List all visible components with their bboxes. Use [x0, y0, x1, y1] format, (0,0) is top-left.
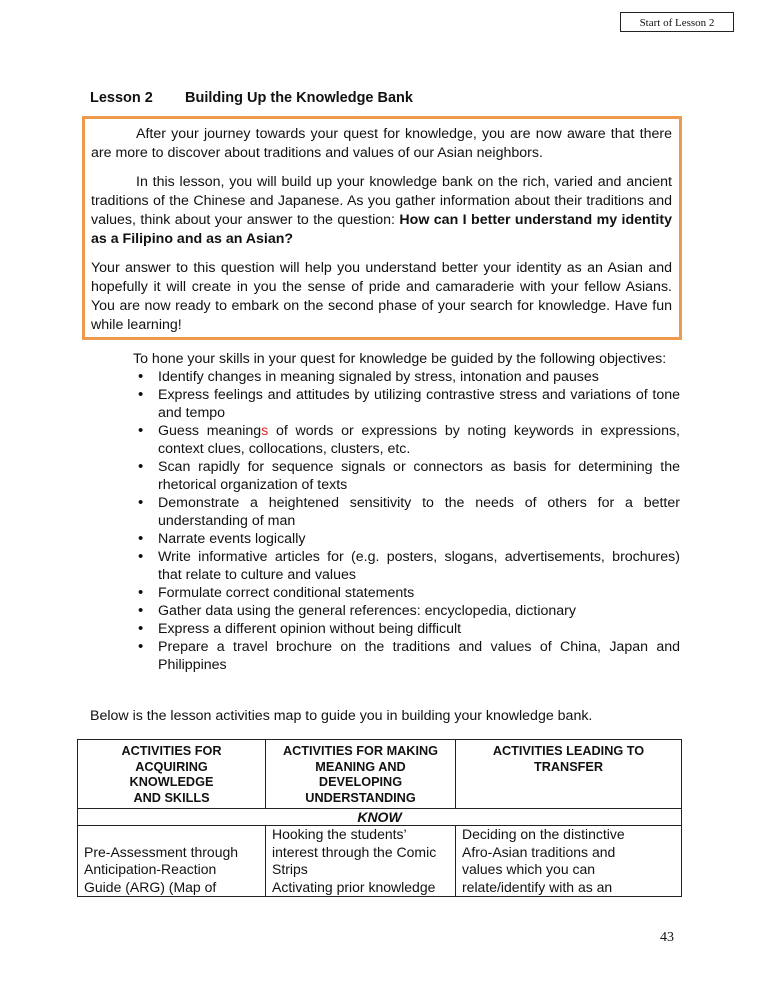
header-transfer — [456, 740, 682, 809]
header-line: KNOWLEDGE — [129, 775, 214, 789]
objective-item: • Write informative articles for (e.g. posters, slogans, advertisements, brochures) that relate to culture and values — [158, 548, 680, 584]
table-row — [78, 826, 682, 897]
objective-item — [158, 422, 680, 458]
objective-item: • Narrate events logically — [158, 530, 680, 548]
intro-paragraph-2-text: In this lesson, you will build up your knowledge bank on the rich, varied and ancient traditions of the Chinese and Japanese. As you gather information about their traditions and values, think about your answer to the question: — [91, 174, 672, 228]
cell-line: Afro-Asian traditions and — [462, 843, 616, 860]
objectives-list — [88, 368, 680, 674]
cell-line: Activating prior knowledge — [272, 878, 436, 895]
header-line: DEVELOPING — [318, 775, 403, 789]
map-intro: Below is the lesson activities map to guide you in building your knowledge bank. — [90, 708, 593, 724]
activities-map-table — [77, 739, 682, 897]
cell-line: relate/identify with as an — [462, 878, 613, 895]
highlighted-letter: s — [261, 423, 269, 439]
table-section-row — [78, 809, 682, 826]
intro-paragraph-3: Your answer to this question will help you understand better your identity as an Asian and hopefully it will create in you the sense of pride and camaraderie with your fellow Asians. You are now ready to embark on the second phase of your search for knowledge. Have fun while learning! — [91, 260, 672, 333]
cell-line: Hooking the students’ — [272, 826, 407, 842]
table-header-row — [78, 740, 682, 809]
cell-line: values which you can — [462, 861, 596, 877]
table-cell — [78, 826, 266, 897]
cell-line: interest through the Comic — [272, 843, 437, 860]
table-cell — [456, 826, 682, 897]
know-section-label: KNOW — [78, 809, 682, 826]
header-line: MEANING AND — [315, 759, 406, 774]
intro-paragraph-2 — [91, 173, 672, 249]
cell-line: Strips — [272, 861, 308, 877]
key-question: How can I better understand my identity as a Filipino and as an Asian? — [91, 212, 672, 247]
header-line: TRANSFER — [533, 759, 604, 774]
cell-line: Pre-Assessment through — [84, 843, 239, 860]
objective-item: • Prepare a travel brochure on the traditions and values of China, Japan and Philippines — [158, 638, 680, 674]
header-line: ACTIVITIES FOR — [121, 744, 222, 758]
objective-text: of words or expressions by noting keywords in expressions, context clues, collocations, clusters, etc. — [158, 423, 680, 457]
objective-item: • Formulate correct conditional statements — [158, 584, 680, 602]
objective-item: • Express feelings and attitudes by utilizing contrastive stress and variations of tone and tempo — [158, 386, 680, 422]
objective-item: • Scan rapidly for sequence signals or connectors as basis for determining the rhetorical organization of texts — [158, 458, 680, 494]
header-line: ACQUIRING — [135, 759, 208, 774]
header-meaning — [266, 740, 456, 809]
lesson-start-tag: Start of Lesson 2 — [620, 12, 734, 32]
objectives-lead: To hone your skills in your quest for knowledge be guided by the following objectives: — [133, 351, 667, 367]
objective-item: • Demonstrate a heightened sensitivity to the needs of others for a better understanding of man — [158, 494, 680, 530]
intro-box — [82, 116, 682, 340]
lesson-title — [90, 90, 413, 106]
objective-item: • Identify changes in meaning signaled by stress, intonation and pauses — [158, 368, 680, 386]
header-line: ACTIVITIES FOR MAKING — [282, 744, 439, 758]
lesson-title-text: Building Up the Knowledge Bank — [185, 90, 413, 106]
lesson-number: Lesson 2 — [90, 90, 153, 106]
objective-item: • Express a different opinion without being difficult — [158, 620, 680, 638]
header-line: ACTIVITIES LEADING TO — [492, 744, 645, 758]
header-acquiring — [78, 740, 266, 809]
cell-line — [84, 826, 262, 844]
cell-line: Guide (ARG) (Map of — [84, 878, 217, 895]
objectives-section — [88, 350, 680, 674]
header-line: AND SKILLS — [133, 790, 210, 805]
header-line: UNDERSTANDING — [305, 790, 416, 805]
cell-line: Anticipation-Reaction — [84, 861, 217, 877]
objective-item: • Gather data using the general references: encyclopedia, dictionary — [158, 602, 680, 620]
table-cell — [266, 826, 456, 897]
cell-line: Deciding on the distinctive — [462, 826, 625, 842]
intro-paragraph-1: After your journey towards your quest for knowledge, you are now aware that there are more to discover about traditions and values of our Asian neighbors. — [91, 126, 672, 161]
objective-text: Guess meaning — [158, 423, 262, 439]
page-number: 43 — [660, 930, 674, 945]
